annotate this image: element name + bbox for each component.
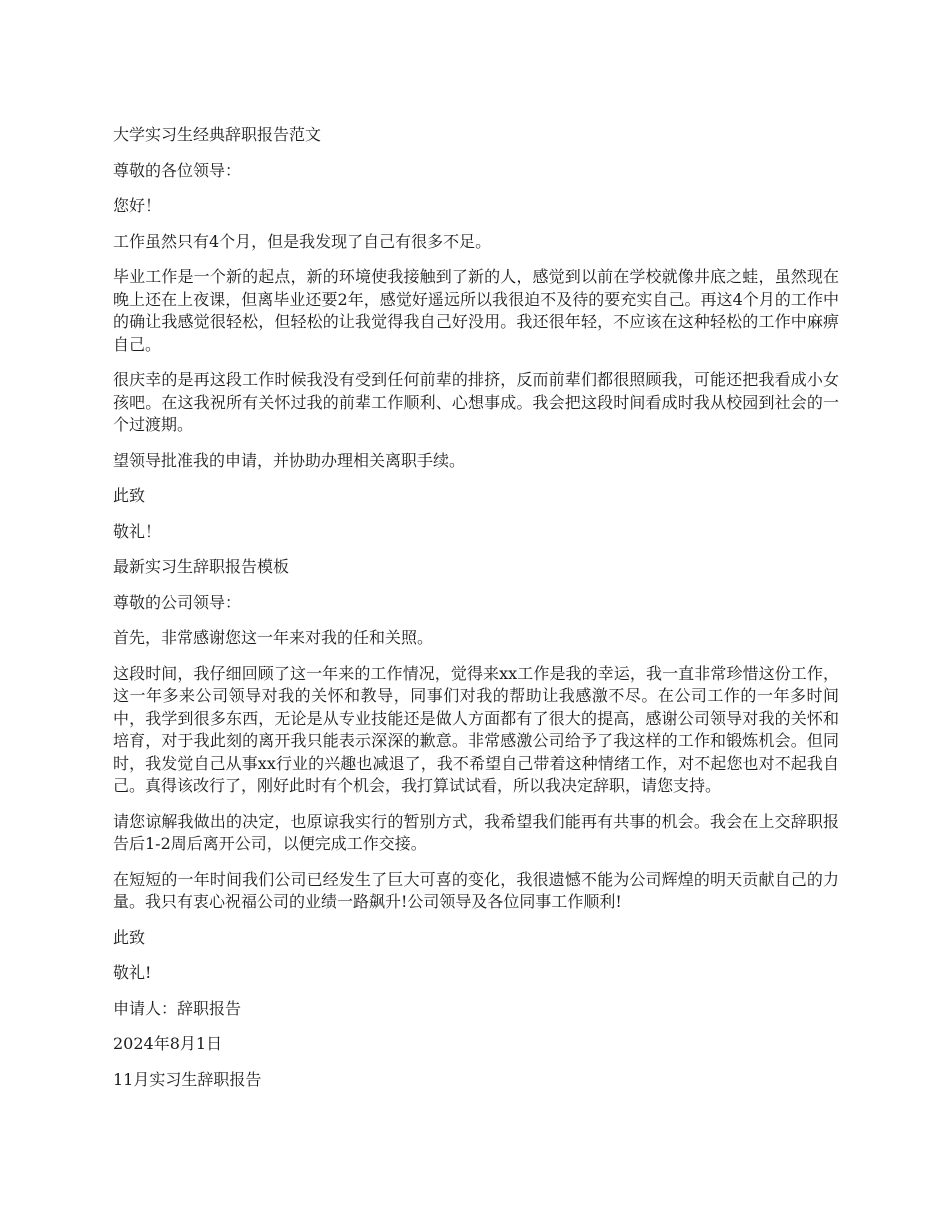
document-title: 大学实习生经典辞职报告范文 [113,125,322,144]
body-paragraph: 在短短的一年时间我们公司已经发生了巨大可喜的变化，我很遗憾不能为公司辉煌的明天贡献自己的力量。我只有衷心祝福公司的业绩一路飙升!公司领导及各位同事工作顺利! [113,869,839,911]
body-paragraph: 首先，非常感谢您这一年来对我的任和关照。 [113,628,434,647]
body-paragraph: 毕业工作是一个新的起点，新的环境使我接触到了新的人，感觉到以前在学校就像井底之蛙，虽然现在晚上还在上夜课，但离毕业还要2年，感觉好遥远所以我很迫不及待的要充实自己。再这4个月的工作中的确让我感觉很轻松，但轻松的让我觉得我自己好没用。我还很年轻，不应该在这种轻松的工作中麻痹自己。 [113,267,839,354]
salutation: 尊敬的公司领导： [113,592,242,612]
applicant-line: 申请人：辞职报告 [113,998,242,1018]
body-paragraph: 很庆幸的是再这段工作时候我没有受到任何前辈的排挤，反而前辈们都很照顾我，可能还把我看成小女孩吧。在这我祝所有关怀过我的前辈工作顺利、心想事成。我会把这段时间看成时我从校园到社会的一个过渡期。 [113,370,839,434]
greeting: 您好！ [113,196,162,215]
body-paragraph: 请您谅解我做出的决定，也原谅我实行的暂别方式，我希望我们能再有共事的机会。我会在上交辞职报告后1-2周后离开公司，以便完成工作交接。 [113,811,839,853]
body-paragraph: 望领导批准我的申请，并协助办理相关离职手续。 [113,450,466,470]
date-line: 2024年8月1日 [113,1034,223,1053]
closing: 此致 [113,927,146,947]
document-body [113,124,839,1104]
closing-salute: 敬礼！ [113,521,162,541]
body-paragraph: 这段时间，我仔细回顾了这一年来的工作情况，觉得来xx工作是我的幸运，我一直非常珍惜这份工作，这一年多来公司领导对我的关怀和教导，同事们对我的帮助让我感激不尽。在公司工作的一年多时间中，我学到很多东西，无论是从专业技能还是做人方面都有了很大的提高，感谢公司领导对我的关怀和培育，对于我此刻的离开我只能表示深深的歉意。非常感激公司给予了我这样的工作和锻炼机会。但同时，我发觉自己从事xx行业的兴趣也减退了，我不希望自己带着这种情绪工作，对不起您也对不起我自己。真得该改行了，刚好此时有个机会，我打算试试看，所以我决定辞职，请您支持。 [113,663,839,795]
body-paragraph: 工作虽然只有4个月，但是我发现了自己有很多不足。 [113,231,492,251]
section-title: 最新实习生辞职报告模板 [113,557,290,576]
section-title: 11月实习生辞职报告 [113,1069,262,1089]
closing-salute: 敬礼! [113,963,152,982]
closing: 此致 [113,486,146,505]
salutation: 尊敬的各位领导： [113,160,242,180]
